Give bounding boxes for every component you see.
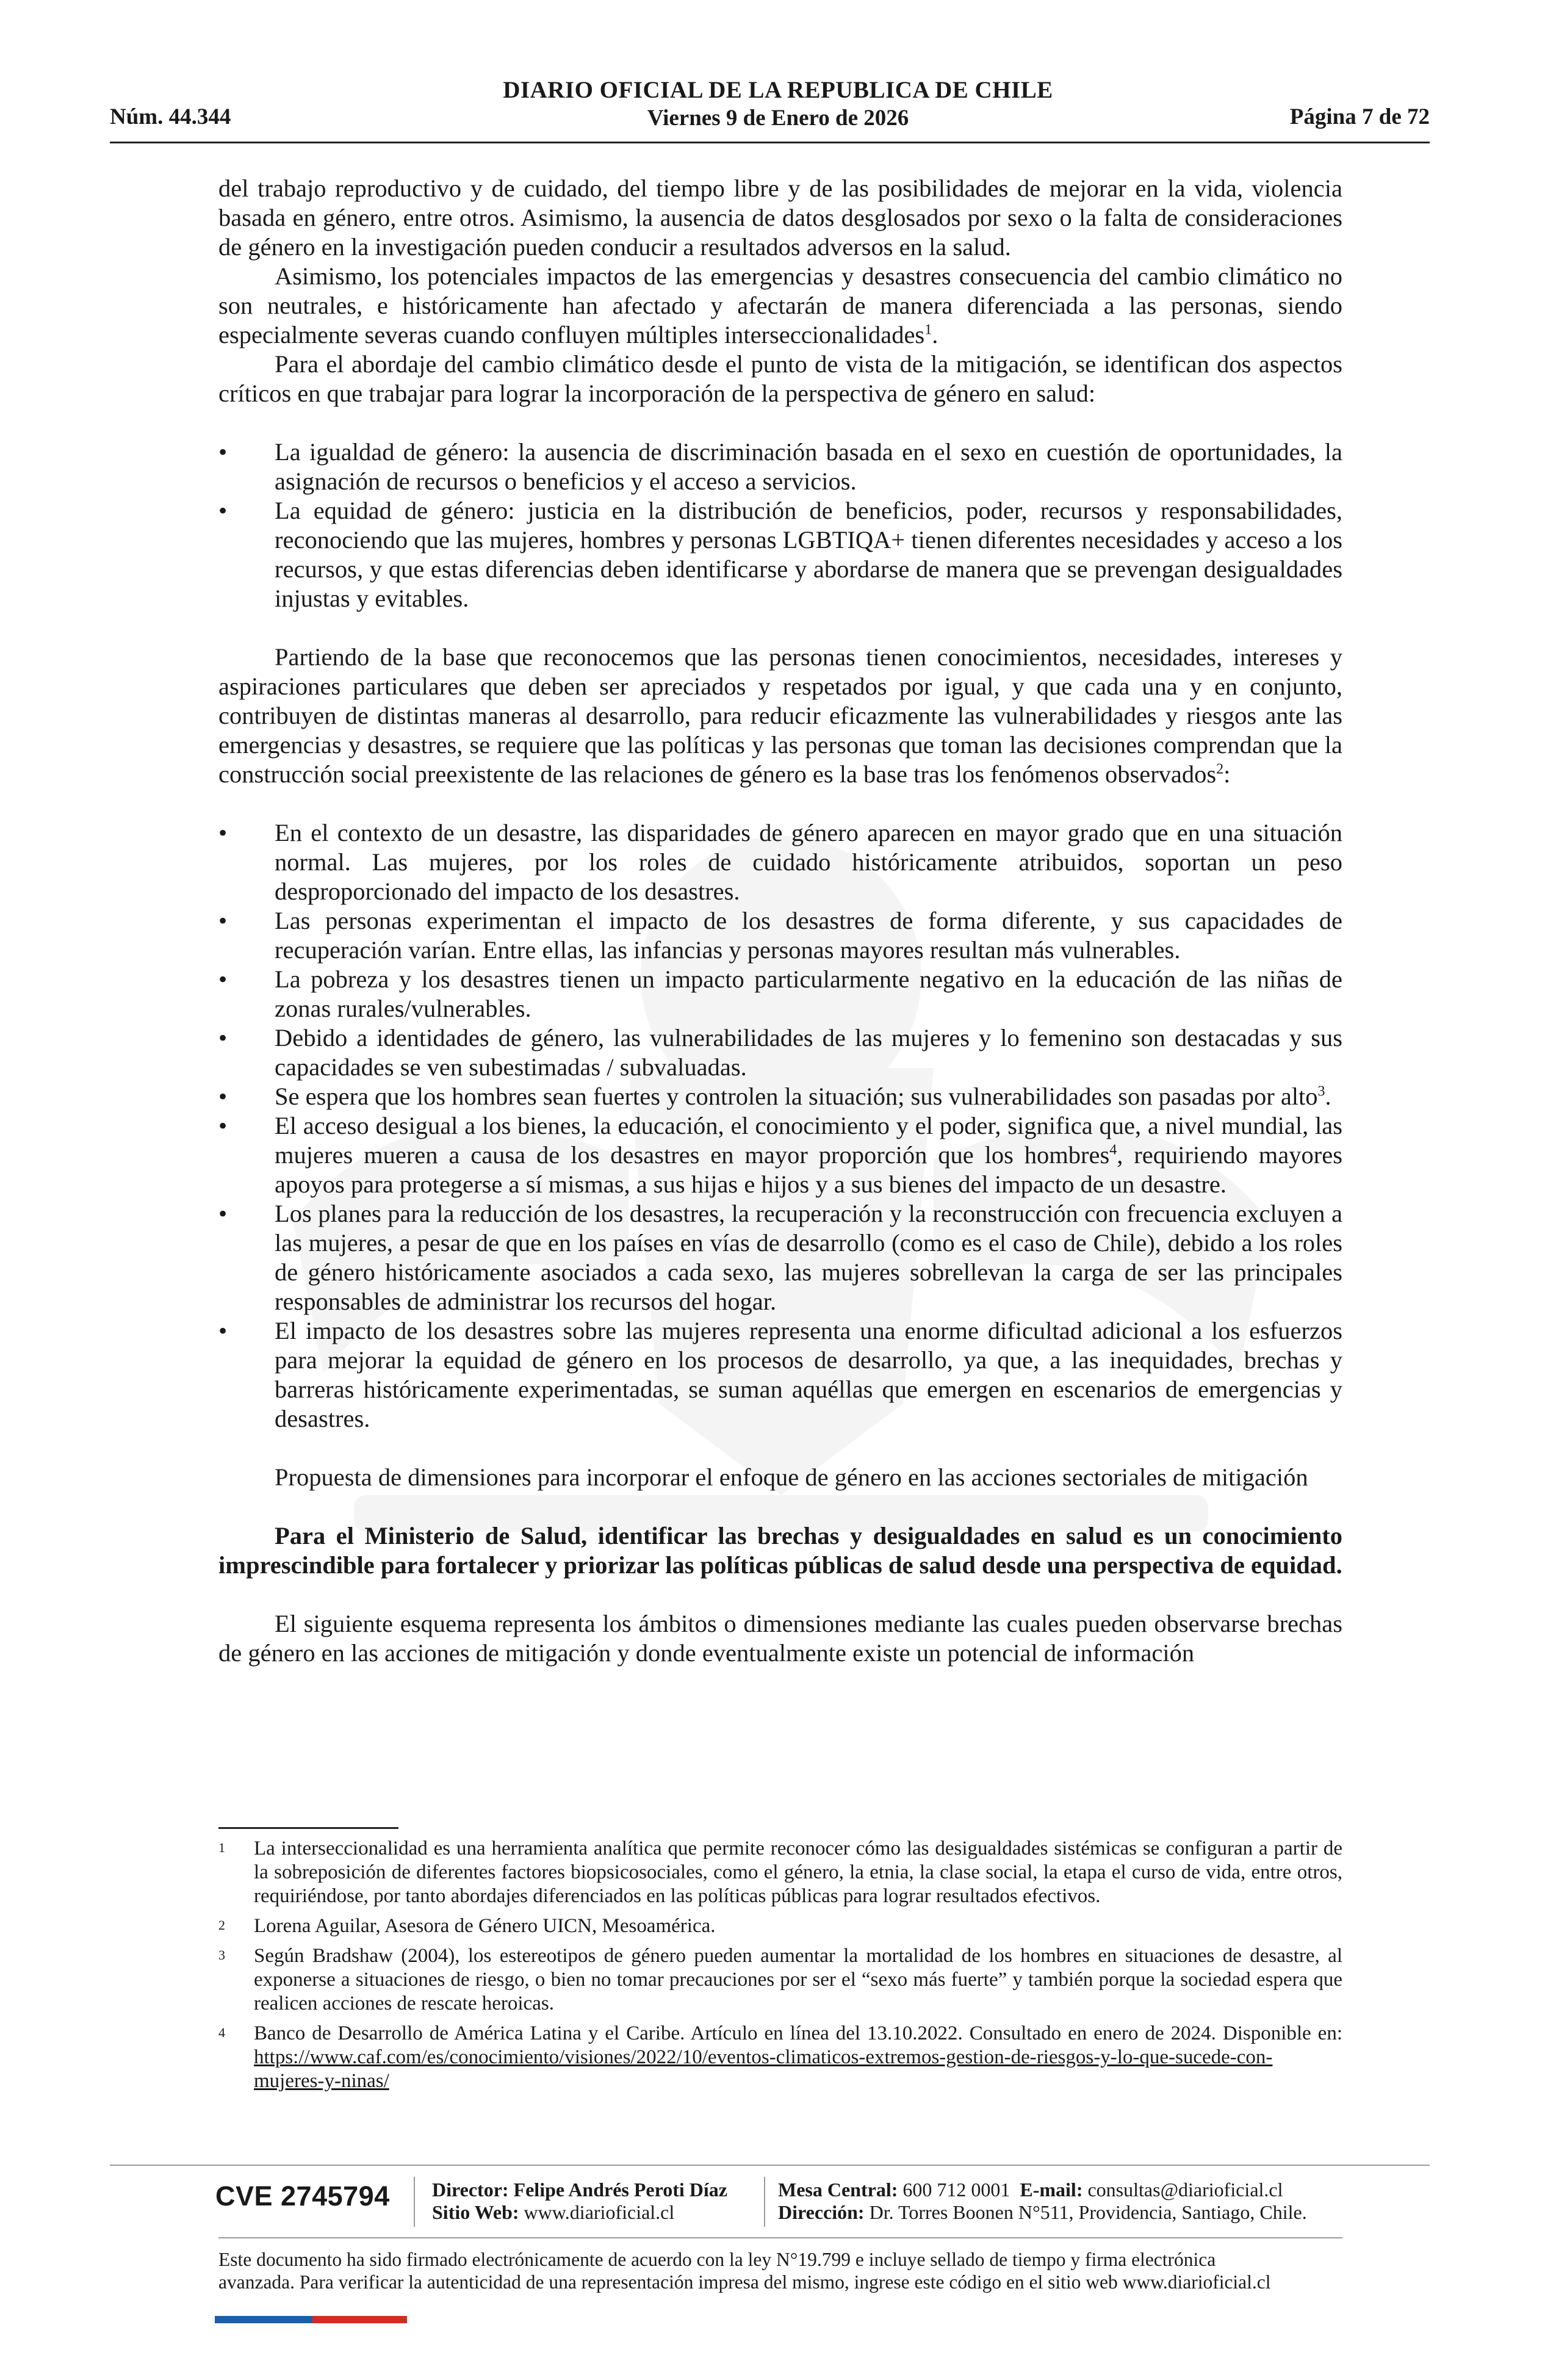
list-item: • La equidad de género: justicia en la distribución de beneficios, poder, recursos y responsabilidades, reconociendo que las mujeres, hombres y personas LGBTIQA+ tienen diferentes necesidades y acceso a los recursos, y que estas diferencias deben identificarse y abordarse de manera que se prevengan desigualdades injustas y evitables. <box>218 497 1342 612</box>
bullet-list <box>218 818 1342 1433</box>
footnote-ref: 4 <box>1109 1142 1117 1158</box>
footer-divider <box>218 2237 1342 2238</box>
footer-separator <box>764 2177 765 2227</box>
footnotes <box>218 1837 1342 2099</box>
list-item: • Debido a identidades de género, las vulnerabilidades de las mujeres y lo femenino son destacadas y sus capacidades se ven subestimadas / subvaluadas. <box>218 1024 1342 1081</box>
footnote-divider <box>218 1827 398 1829</box>
highlight-paragraph: Para el Ministerio de Salud, identificar las brechas y desigualdades en salud es un conocimiento imprescindible para fortalecer y priorizar las políticas públicas de salud desde una perspectiva de equidad. <box>218 1522 1342 1579</box>
footnote-ref: 1 <box>924 322 932 338</box>
footnote: 1 La interseccionalidad es una herramienta analítica que permite reconocer cómo las desigualdades sistémicas se configuran a partir de la sobreposición de diferentes factores biopsicosociales, como el género, la etnia, la clase social, la etapa el curso de vida, entre otros, requiriéndose, por tanto abordajes diferenciados en las políticas públicas para lograr resultados efectivos. <box>218 1837 1342 1907</box>
legal-notice: Este documento ha sido firmado electrónicamente de acuerdo con la ley N°19.799 e incluye sellado de tiempo y firma electrónica avanzada. Para verificar la autenticidad de una representación impresa del mismo, ingrese este código en el sitio web www.diarioficial.cl <box>218 2249 1271 2293</box>
list-item: • Los planes para la reducción de los desastres, la recuperación y la reconstrucción con frecuencia excluyen a las mujeres, a pesar de que en los países en vías de desarrollo (como es el caso de Chile), debido a los roles de género históricamente asociados a cada sexo, las mujeres sobrellevan la carga de ser las principales responsables de administrar los recursos del hogar. <box>218 1200 1342 1315</box>
issue-number: Núm. 44.344 <box>110 104 231 129</box>
flag-stripe-red <box>312 2316 407 2323</box>
footnote: 3 Según Bradshaw (2004), los estereotipos de género pueden aumentar la mortalidad de los hombres en situaciones de desastre, al exponerse a situaciones de riesgo, o bien no tomar precauciones por ser el “sexo más fuerte” y también porque la sociedad espera que realicen acciones de rescate heroicas. <box>218 1945 1342 2014</box>
website-link[interactable]: www.diarioficial.cl <box>524 2201 675 2223</box>
footer-separator <box>414 2177 415 2227</box>
list-item: • Se espera que los hombres sean fuertes y controlen la situación; sus vulnerabilidades son pasadas por alto$^3$. <box>218 1083 1331 1110</box>
footnote-link[interactable]: https://www.caf.com/es/conocimiento/visiones/2022/10/eventos-climaticos-extremos-gestion-de-riesgos-y-lo-que-sucede-con-mujeres-y-ninas/ <box>254 2046 1273 2092</box>
list-item: • La igualdad de género: la ausencia de discriminación basada en el sexo en cuestión de oportunidades, la asignación de recursos o beneficios y el acceso a servicios. <box>218 438 1342 495</box>
email-link[interactable]: consultas@diarioficial.cl <box>1087 2179 1283 2201</box>
footnote: 4 Banco de Desarrollo de América Latina y el Caribe. Artículo en línea del 13.10.2022. Consultado en enero de 2024. Disponible en: https://www.caf.com/es/conocimiento/visiones/2022/10/eventos-climaticos-extremos-gestion-de-riesgos-y-lo-que-sucede-con-mujeres-y-ninas/ <box>218 2022 1342 2092</box>
paragraph: El siguiente esquema representa los ámbitos o dimensiones mediante las cuales pueden observarse brechas de género en las acciones de mitigación y donde eventualmente existe un potencial de información <box>218 1610 1342 1667</box>
bullet-list <box>218 438 1342 613</box>
cve-code: CVE 2745794 <box>215 2180 390 2212</box>
footer-divider <box>110 2165 1430 2166</box>
footnote: 2 Lorena Aguilar, Asesora de Género UICN, Mesoamérica. <box>218 1915 716 1937</box>
paragraph: del trabajo reproductivo y de cuidado, del tiempo libre y de las posibilidades de mejorar en la vida, violencia basada en género, entre otros. Asimismo, la ausencia de datos desglosados por sexo o la falta de consideraciones de género en la investigación pueden conducir a resultados adversos en la salud. <box>218 175 1342 261</box>
publication-title: DIARIO OFICIAL DE LA REPUBLICA DE CHILE <box>503 77 1053 103</box>
footer-contact-block: Mesa Central: 600 712 0001 E-mail: consultas@diarioficial.cl Dirección: Dr. Torres Boonen N°511, Providencia, Santiago, Chile. <box>778 2179 1307 2223</box>
header-divider <box>110 142 1430 143</box>
flag-stripe-blue <box>215 2316 312 2323</box>
list-item: • El impacto de los desastres sobre las mujeres representa una enorme dificultad adicional a los esfuerzos para mejorar la equidad de género en los procesos de desarrollo, ya que, a las inequidades, brechas y barreras históricamente experimentadas, se suman aquéllas que emergen en escenarios de emergencias y desastres. <box>218 1317 1342 1432</box>
section-heading: Propuesta de dimensiones para incorporar el enfoque de género en las acciones sectoriales de mitigación <box>275 1463 1308 1491</box>
paragraph: Partiendo de la base que reconocemos que las personas tienen conocimientos, necesidades, intereses y aspiraciones particulares que deben ser apreciados y respetados por igual, y que cada una y en conjunto, contribuyen de distintas maneras al desarrollo, para reducir eficazmente las vulnerabilidades y riesgos ante las emergencias y desastres, se requiere que las políticas y las personas que toman las decisiones comprendan que la construcción social preexistente de las relaciones de género es la base tras los fenómenos observados$^2$: <box>218 643 1342 788</box>
paragraph: Para el abordaje del cambio climático desde el punto de vista de la mitigación, se identifican dos aspectos críticos en que trabajar para lograr la incorporación de la perspectiva de género en salud: <box>218 350 1342 407</box>
page-number: Página 7 de 72 <box>1289 104 1430 129</box>
footnote-ref: 2 <box>1216 761 1224 777</box>
article-body <box>218 174 1342 1668</box>
paragraph: Asimismo, los potenciales impactos de las emergencias y desastres consecuencia del cambio climático no son neutrales, e históricamente han afectado y afectarán de manera diferenciada a las personas, siendo especialmente severas cuando confluyen múltiples interseccionalidades$^1$. <box>218 262 1342 348</box>
list-item: • Las personas experimentan el impacto de los desastres de forma diferente, y sus capacidades de recuperación varían. Entre ellas, las infancias y personas mayores resultan más vulnerables. <box>218 907 1342 964</box>
publication-date: Viernes 9 de Enero de 2026 <box>647 106 909 131</box>
list-item: • La pobreza y los desastres tienen un impacto particularmente negativo en la educación de las niñas de zonas rurales/vulnerables. <box>218 965 1342 1022</box>
footnote-ref: 3 <box>1317 1083 1325 1100</box>
list-item: • En el contexto de un desastre, las disparidades de género aparecen en mayor grado que en una situación normal. Las mujeres, por los roles de cuidado históricamente atribuidos, soportan un peso desproporcionado del impacto de los desastres. <box>218 819 1342 905</box>
footer-director-block: Director: Felipe Andrés Peroti Díaz Sitio Web: www.diarioficial.cl <box>432 2179 727 2223</box>
list-item: • El acceso desigual a los bienes, la educación, el conocimiento y el poder, significa que, a nivel mundial, las mujeres mueren a causa de los desastres en mayor proporción que los hombres$^4$, requiriendo mayores apoyos para protegerse a sí mismas, a sus hijas e hijos y a sus bienes del impacto de un desastre. <box>218 1112 1342 1198</box>
